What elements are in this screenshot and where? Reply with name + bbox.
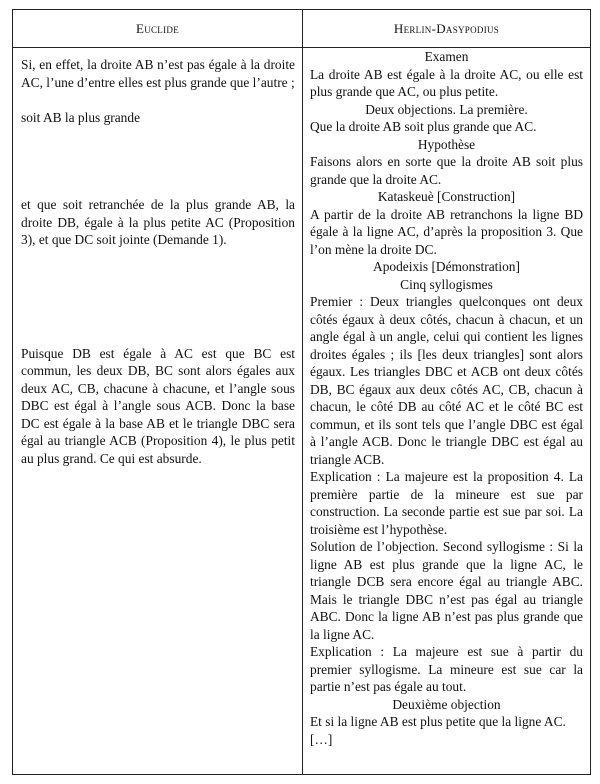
herlin-paragraph-5: Premier : Deux triangles quelconques ont deux côtés égaux à deux côtés, chacun à chacun, et un angle égal à un angle, celui qui contient les lignes droites égales ; ils [les deux triangles] sont alors égaux. Les triangles DBC et ACB ont deux côtés DB, BC égaux aux deux côtés AC, CB, chacun à chacun, le côté DB au côté AC et le côté BC est commun, et ils sont tels que l’angle DBC est égal à l’angle ACB. Donc le triangle DBC est égal au triangle ACB.	[310, 294, 583, 467]
heading-hypothese: Hypothèse	[417, 136, 476, 152]
herlin-paragraph-1: La droite AB est égale à la droite AC, ou elle est plus grande que AC, ou plus petite.	[310, 66, 583, 99]
herlin-paragraph-8: Explication : La majeure est sue à partir du premier syllogisme. La mineure est sue car la partie n’est pas égale au tout.	[310, 644, 583, 694]
euclide-column	[21, 56, 295, 467]
herlin-paragraph-3: Faisons alors en sorte que la droite AB soit plus grande que la droite AC.	[310, 154, 583, 187]
herlin-paragraph-4: A partir de la droite AB retranchons la ligne BD égale à la ligne AC, d’après la proposition 3. Que l’on mène la droite DC.	[310, 206, 583, 257]
euclide-paragraph-4: Puisque DB est égale à AC est que BC est commun, les deux DB, BC sont alors égales aux deux AC, CB, chacune à chacune, et l’angle sous DBC est égal à l’angle sous ACB. Donc la base DC est égale à la base AB et le triangle DBC sera égal au triangle ACB (Proposition 4), le plus petit au plus grand. Ce qui est absurde.	[21, 345, 295, 466]
comparison-table	[12, 9, 591, 775]
euclide-paragraph-3: et que soit retranchée de la plus grande AB, la droite DB, égale à la plus petite AC (Proposition 3), et que DC soit jointe (Demande 1).	[21, 197, 295, 247]
heading-kataskeue: Kataskeuè [Construction]	[377, 189, 516, 204]
header-euclide: Euclide	[135, 20, 180, 36]
herlin-paragraph-2: Que la droite AB soit plus grande que AC.	[310, 119, 537, 134]
herlin-column	[310, 48, 583, 748]
heading-apodeixis: Apodeixis [Démonstration]	[373, 259, 520, 274]
herlin-ellipsis: […]	[310, 731, 333, 747]
euclide-paragraph-1: Si, en effet, la droite AB n’est pas égale à la droite AC, l’une d’entre elles est plus grande que l’autre ;	[21, 57, 295, 90]
heading-examen: Examen	[424, 49, 469, 64]
herlin-paragraph-6: Explication : La majeure est la proposition 4. La première partie de la mineure est sue par construction. La seconde partie est sue par soi. La troisième est l’hypothèse.	[310, 469, 583, 537]
heading-deuxieme-objection: Deuxième objection	[392, 696, 501, 712]
heading-deux-objections: Deux objections. La première.	[365, 101, 528, 117]
heading-cinq-syllogismes: Cinq syllogismes	[400, 276, 493, 292]
herlin-paragraph-9: Et si la ligne AB est plus petite que la ligne AC.	[310, 714, 566, 729]
euclide-paragraph-2: soit AB la plus grande	[21, 109, 141, 125]
column-divider	[302, 10, 303, 774]
header-herlin-dasypodius: Herlin-Dasypodius	[393, 20, 500, 36]
herlin-paragraph-7: Solution de l’objection. Second syllogisme : Si la ligne AB est plus grande que la ligne AC, le triangle DCB sera encore égal au triangle ABC. Mais le triangle DBC n’est pas égal au triangle ABC. Donc la ligne AB n’est pas plus grande que la ligne AC.	[310, 539, 583, 642]
